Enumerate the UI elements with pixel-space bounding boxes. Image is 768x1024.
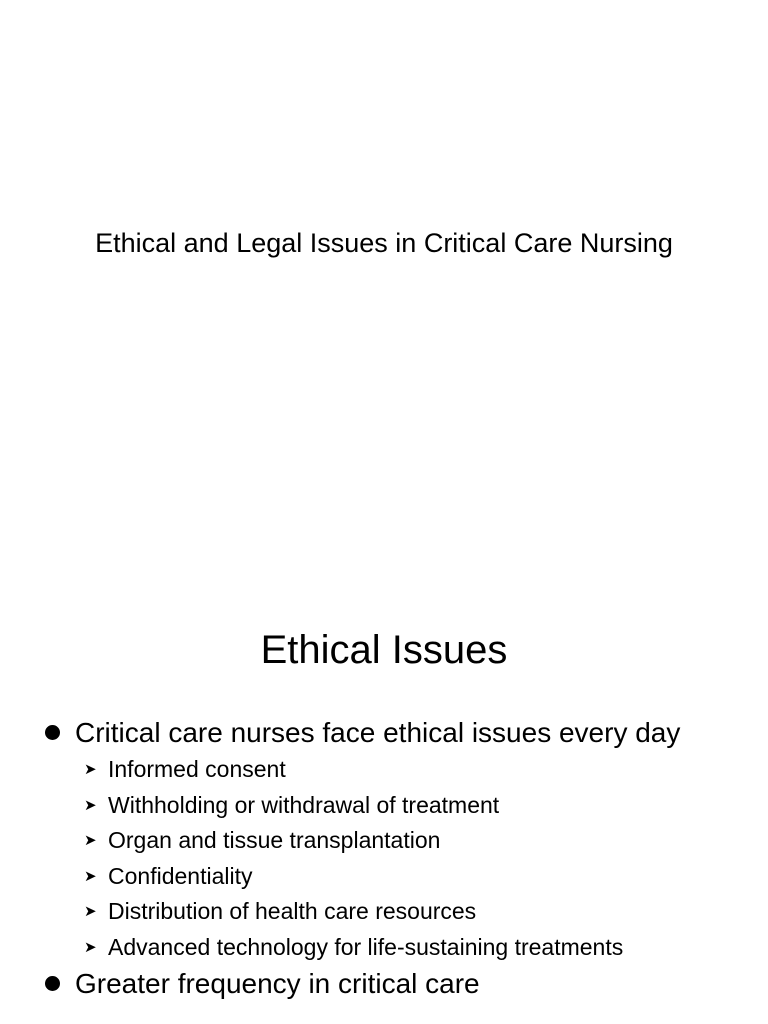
sub-bullet-text: Confidentiality xyxy=(108,862,253,889)
slide-title: Ethical Issues xyxy=(260,628,508,672)
arrowhead-icon: ➤ xyxy=(84,795,97,814)
bullet-list xyxy=(0,715,768,1002)
bullet-item xyxy=(0,715,768,965)
presentation-title: Ethical and Legal Issues in Critical Care Nursing xyxy=(95,228,673,258)
sub-bullet-text: Informed consent xyxy=(108,756,286,782)
sub-bullet-item xyxy=(0,823,708,859)
ethical-issues-slide xyxy=(0,576,768,1024)
arrowhead-icon: ➤ xyxy=(84,866,97,885)
bullet-text: Greater frequency in critical care xyxy=(75,968,480,999)
sub-bullet-item xyxy=(0,894,708,930)
sub-bullet-text: Advanced technology for life-sustaining treatments xyxy=(108,933,624,960)
bullet-text: Critical care nurses face ethical issues every day xyxy=(75,717,681,748)
sub-bullet-item xyxy=(0,930,708,966)
sub-bullet-text: Distribution of health care resources xyxy=(108,898,477,924)
sub-bullet-text: Organ and tissue transplantation xyxy=(108,827,441,853)
sub-bullet-item xyxy=(0,752,708,788)
sub-bullet-item xyxy=(0,788,708,824)
sub-bullet-list xyxy=(75,752,708,965)
arrowhead-icon: ➤ xyxy=(84,937,97,956)
bullet-item xyxy=(0,966,768,1002)
arrowhead-icon: ➤ xyxy=(84,760,97,778)
bullet-icon xyxy=(45,976,60,991)
sub-bullet-item xyxy=(0,859,708,895)
arrowhead-icon: ➤ xyxy=(84,831,97,849)
bullet-icon xyxy=(45,725,60,740)
arrowhead-icon: ➤ xyxy=(84,902,97,920)
sub-bullet-text: Withholding or withdrawal of treatment xyxy=(108,791,500,818)
